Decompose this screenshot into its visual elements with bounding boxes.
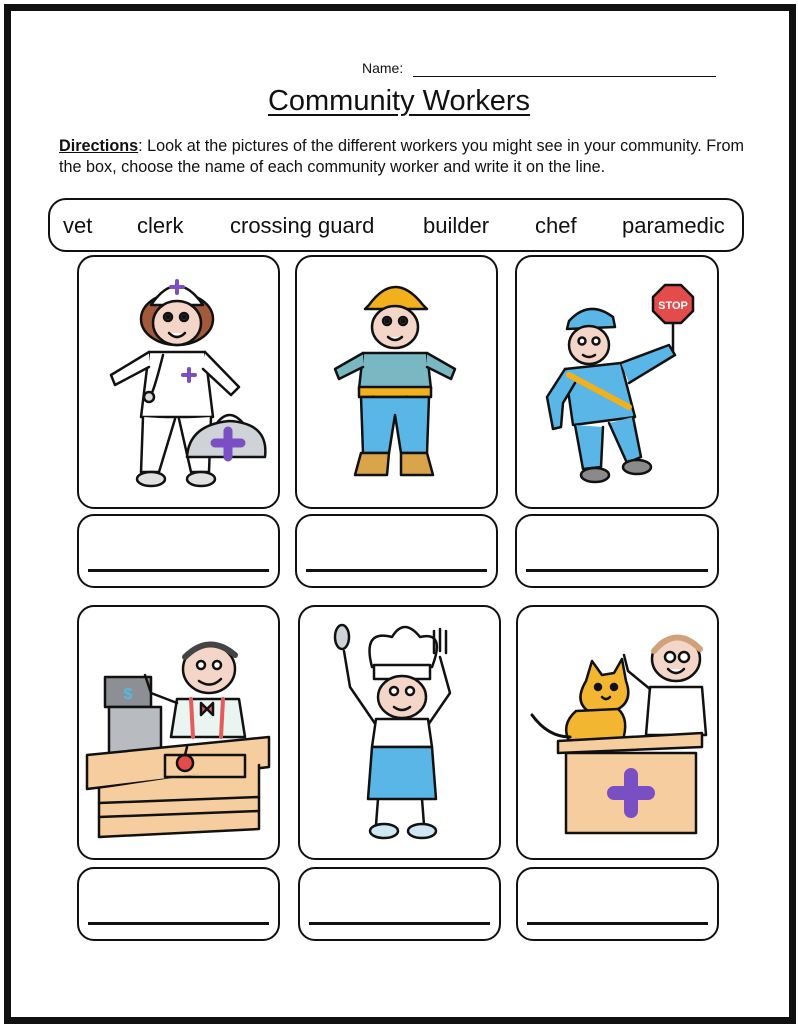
answer-line[interactable] bbox=[527, 922, 708, 925]
answer-box[interactable] bbox=[298, 867, 501, 941]
answer-box[interactable] bbox=[77, 867, 280, 941]
picture-card-clerk bbox=[77, 605, 280, 860]
page-title: Community Workers bbox=[267, 85, 531, 117]
vet-illustration bbox=[518, 607, 717, 858]
answer-box[interactable] bbox=[516, 867, 719, 941]
answer-line[interactable] bbox=[88, 569, 269, 572]
picture-card-chef bbox=[298, 605, 501, 860]
name-label: Name: bbox=[362, 60, 404, 76]
chef-illustration bbox=[300, 607, 499, 858]
answer-line[interactable] bbox=[88, 922, 269, 925]
stop-sign-text: STOP bbox=[658, 300, 688, 312]
directions bbox=[59, 136, 749, 178]
picture-card-vet bbox=[516, 605, 719, 860]
word-bank-item: clerk bbox=[137, 213, 184, 238]
answer-line[interactable] bbox=[306, 569, 487, 572]
word-bank-item: builder bbox=[423, 213, 490, 238]
word-bank-item: crossing guard bbox=[230, 213, 375, 238]
word-bank-item: chef bbox=[535, 213, 577, 238]
builder-illustration bbox=[297, 257, 496, 507]
answer-line[interactable] bbox=[309, 922, 490, 925]
picture-card-builder bbox=[295, 255, 498, 509]
paramedic-illustration bbox=[79, 257, 278, 507]
picture-card-paramedic bbox=[77, 255, 280, 509]
answer-box[interactable] bbox=[295, 514, 498, 588]
answer-box[interactable] bbox=[515, 514, 719, 588]
picture-card-crossing-guard bbox=[515, 255, 719, 509]
word-bank-item: paramedic bbox=[622, 213, 725, 238]
answer-line[interactable] bbox=[526, 569, 708, 572]
directions-text: : Look at the pictures of the different workers you might see in your community. From the box, choose the name of each community worker and write it on the line. bbox=[59, 137, 744, 176]
directions-label: Directions bbox=[59, 137, 139, 155]
answer-box[interactable] bbox=[77, 514, 280, 588]
word-bank-item: vet bbox=[63, 213, 93, 238]
register-symbol: $ bbox=[123, 686, 133, 703]
crossing-guard-illustration bbox=[517, 257, 717, 507]
clerk-illustration bbox=[79, 607, 278, 858]
name-input-line[interactable] bbox=[413, 76, 716, 77]
